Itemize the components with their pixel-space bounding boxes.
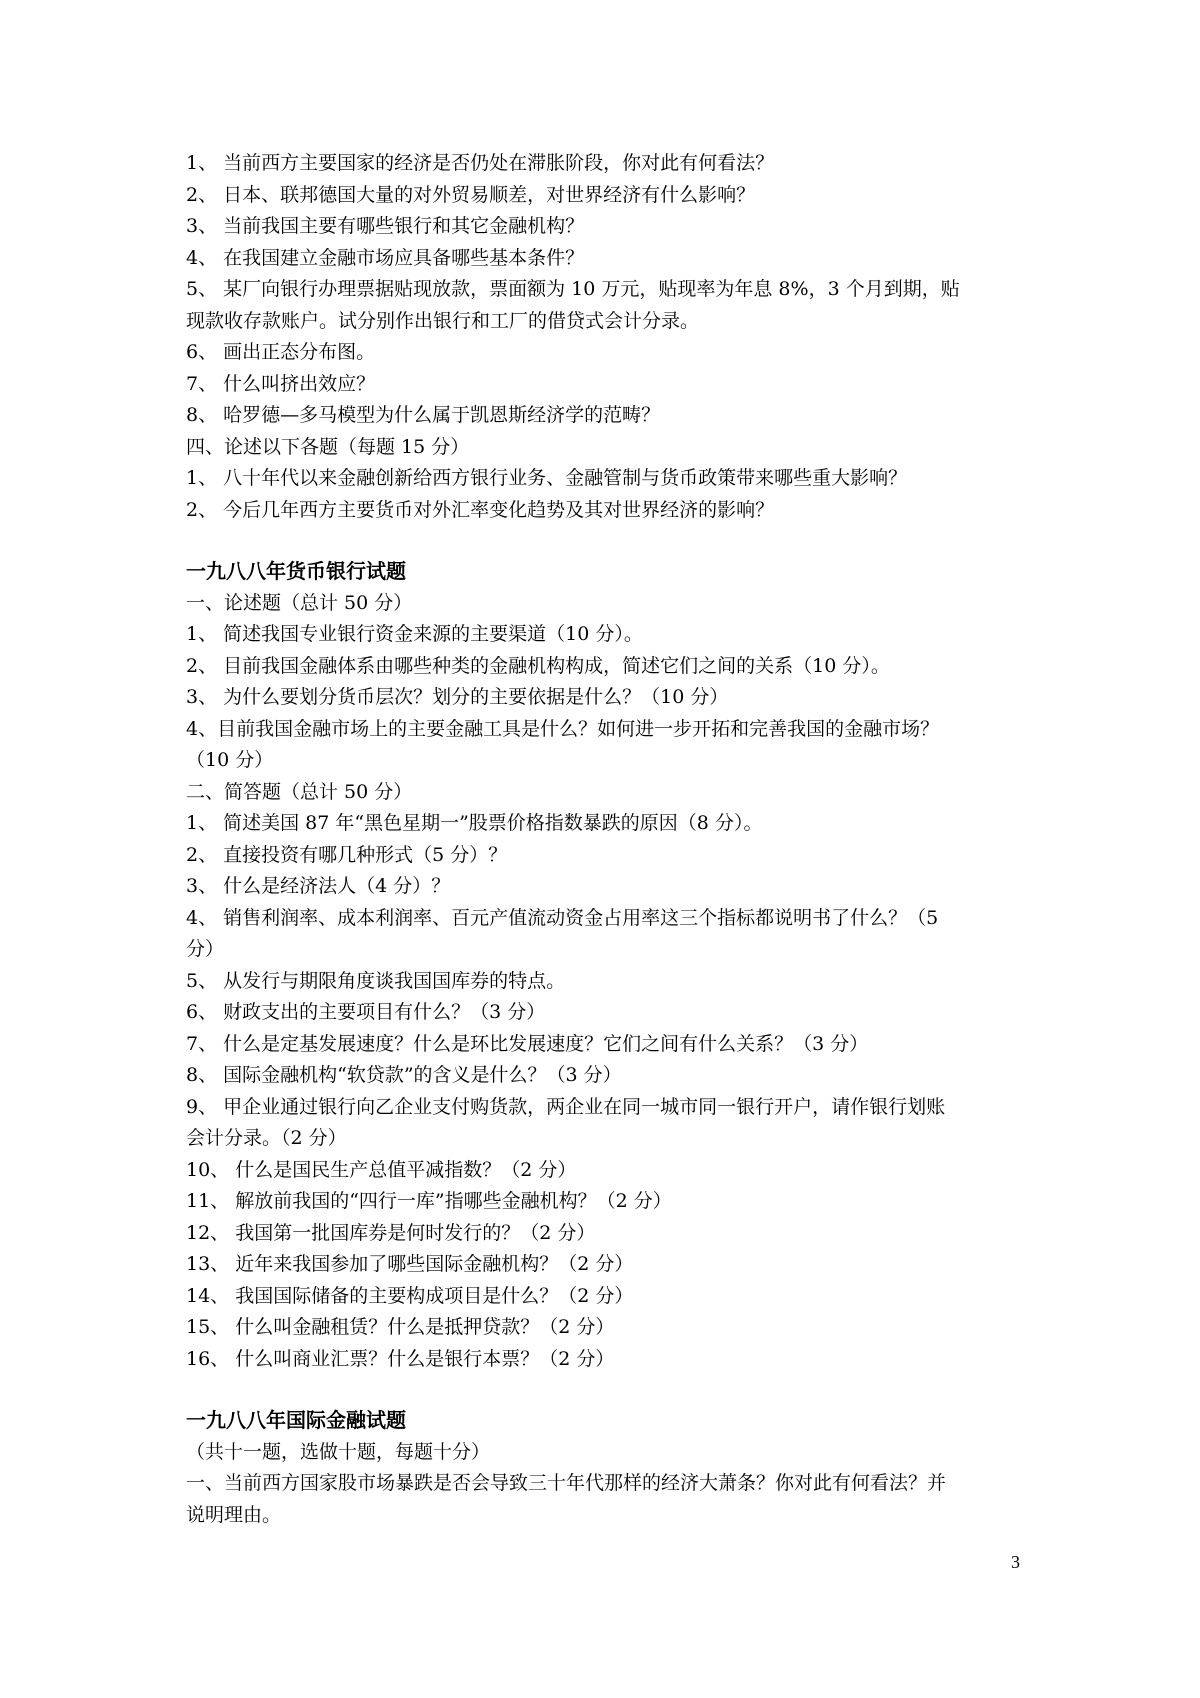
question-line: 6、 画出正态分布图。 — [186, 341, 376, 363]
question-line: 8、 国际金融机构“软贷款”的含义是什么？（3 分） — [186, 1064, 622, 1086]
section-1988-international-finance — [186, 1405, 1036, 1531]
question-line: 14、 我国国际储备的主要构成项目是什么？（2 分） — [186, 1284, 634, 1307]
question-line: 1、 简述我国专业银行资金来源的主要渠道（10 分）。 — [186, 623, 643, 645]
question-line: 1、 简述美国 87 年“黑色星期一”股票价格指数暴跌的原因（8 分）。 — [186, 812, 763, 834]
question-line: 6、 财政支出的主要项目有什么？（3 分） — [186, 1001, 546, 1023]
question-line: 1、 八十年代以来金融创新给西方银行业务、金融管制与货币政策带来哪些重大影响？ — [186, 467, 908, 489]
question-line: 4、 销售利润率、成本利润率、百元产值流动资金占用率这三个指标都说明书了什么？（5 — [186, 906, 939, 929]
question-line: 10、 什么是国民生产总值平减指数？（2 分） — [186, 1158, 577, 1181]
question-line: 8、 哈罗德—多马模型为什么属于凯恩斯经济学的范畴？ — [186, 404, 661, 426]
question-line: 一、当前西方国家股市场暴跌是否会导致三十年代那样的经济大萧条？你对此有何看法？并 — [186, 1472, 947, 1494]
question-line: 2、 日本、联邦德国大量的对外贸易顺差，对世界经济有什么影响？ — [186, 183, 756, 206]
part-heading: 四、论述以下各题（每题 15 分） — [186, 435, 470, 458]
question-line: 12、 我国第一批国库券是何时发行的？（2 分） — [186, 1221, 596, 1244]
part-heading: 一、论述题（总计 50 分） — [186, 591, 413, 614]
question-line-continuation: 分） — [186, 938, 225, 960]
question-line: 5、 从发行与期限角度谈我国国库券的特点。 — [186, 969, 566, 992]
section-spacer — [186, 526, 1036, 556]
question-line: 3、 为什么要划分货币层次？划分的主要依据是什么？（10 分） — [186, 686, 729, 708]
question-line: 7、 什么叫挤出效应？ — [186, 372, 376, 395]
instructions-line: （共十一题，选做十题，每题十分） — [186, 1440, 491, 1463]
question-line: 11、 解放前我国的“四行一库”指哪些金融机构？（2 分） — [186, 1190, 672, 1212]
question-line-continuation: 现款收存款账户。试分别作出银行和工厂的借贷式会计分录。 — [186, 309, 700, 332]
section-questions-part-3-4 — [186, 148, 1036, 526]
question-line-continuation: （10 分） — [186, 749, 274, 771]
question-line: 4、目前我国金融市场上的主要金融工具是什么？如何进一步开拓和完善我国的金融市场？ — [186, 717, 940, 740]
question-line: 5、 某厂向银行办理票据贴现放款，票面额为 10 万元，贴现率为年息 8%，3 个月到期，贴 — [186, 278, 960, 300]
section-title: 一九八八年国际金融试题 — [186, 1408, 406, 1432]
question-line: 16、 什么叫商业汇票？什么是银行本票？（2 分） — [186, 1347, 615, 1370]
question-line-continuation: 会计分录。（2 分） — [186, 1127, 347, 1149]
question-line: 1、 当前西方主要国家的经济是否仍处在滞胀阶段，你对此有何看法？ — [186, 152, 775, 174]
question-line: 2、 今后几年西方主要货币对外汇率变化趋势及其对世界经济的影响？ — [186, 498, 775, 521]
question-line: 15、 什么叫金融租赁？什么是抵押贷款？（2 分） — [186, 1316, 615, 1338]
section-title: 一九八八年货币银行试题 — [186, 559, 406, 583]
section-1988-money-banking — [186, 556, 1036, 1375]
question-line: 3、 什么是经济法人（4 分）？ — [186, 875, 451, 897]
question-line: 7、 什么是定基发展速度？什么是环比发展速度？它们之间有什么关系？（3 分） — [186, 1032, 869, 1055]
question-line: 9、 甲企业通过银行向乙企业支付购货款，两企业在同一城市同一银行开户，请作银行划账 — [186, 1095, 946, 1118]
question-line: 2、 目前我国金融体系由哪些种类的金融机构构成，简述它们之间的关系（10 分）。 — [186, 654, 890, 677]
question-line-continuation: 说明理由。 — [186, 1503, 282, 1526]
question-line: 3、 当前我国主要有哪些银行和其它金融机构？ — [186, 215, 585, 237]
part-heading: 二、简答题（总计 50 分） — [186, 780, 413, 803]
page-number: 3 — [1011, 1552, 1020, 1572]
question-line: 4、 在我国建立金融市场应具备哪些基本条件？ — [186, 246, 585, 269]
question-line: 2、 直接投资有哪几种形式（5 分）？ — [186, 843, 508, 866]
question-line: 13、 近年来我国参加了哪些国际金融机构？（2 分） — [186, 1253, 634, 1275]
document-page — [186, 148, 1036, 1531]
section-spacer — [186, 1375, 1036, 1405]
